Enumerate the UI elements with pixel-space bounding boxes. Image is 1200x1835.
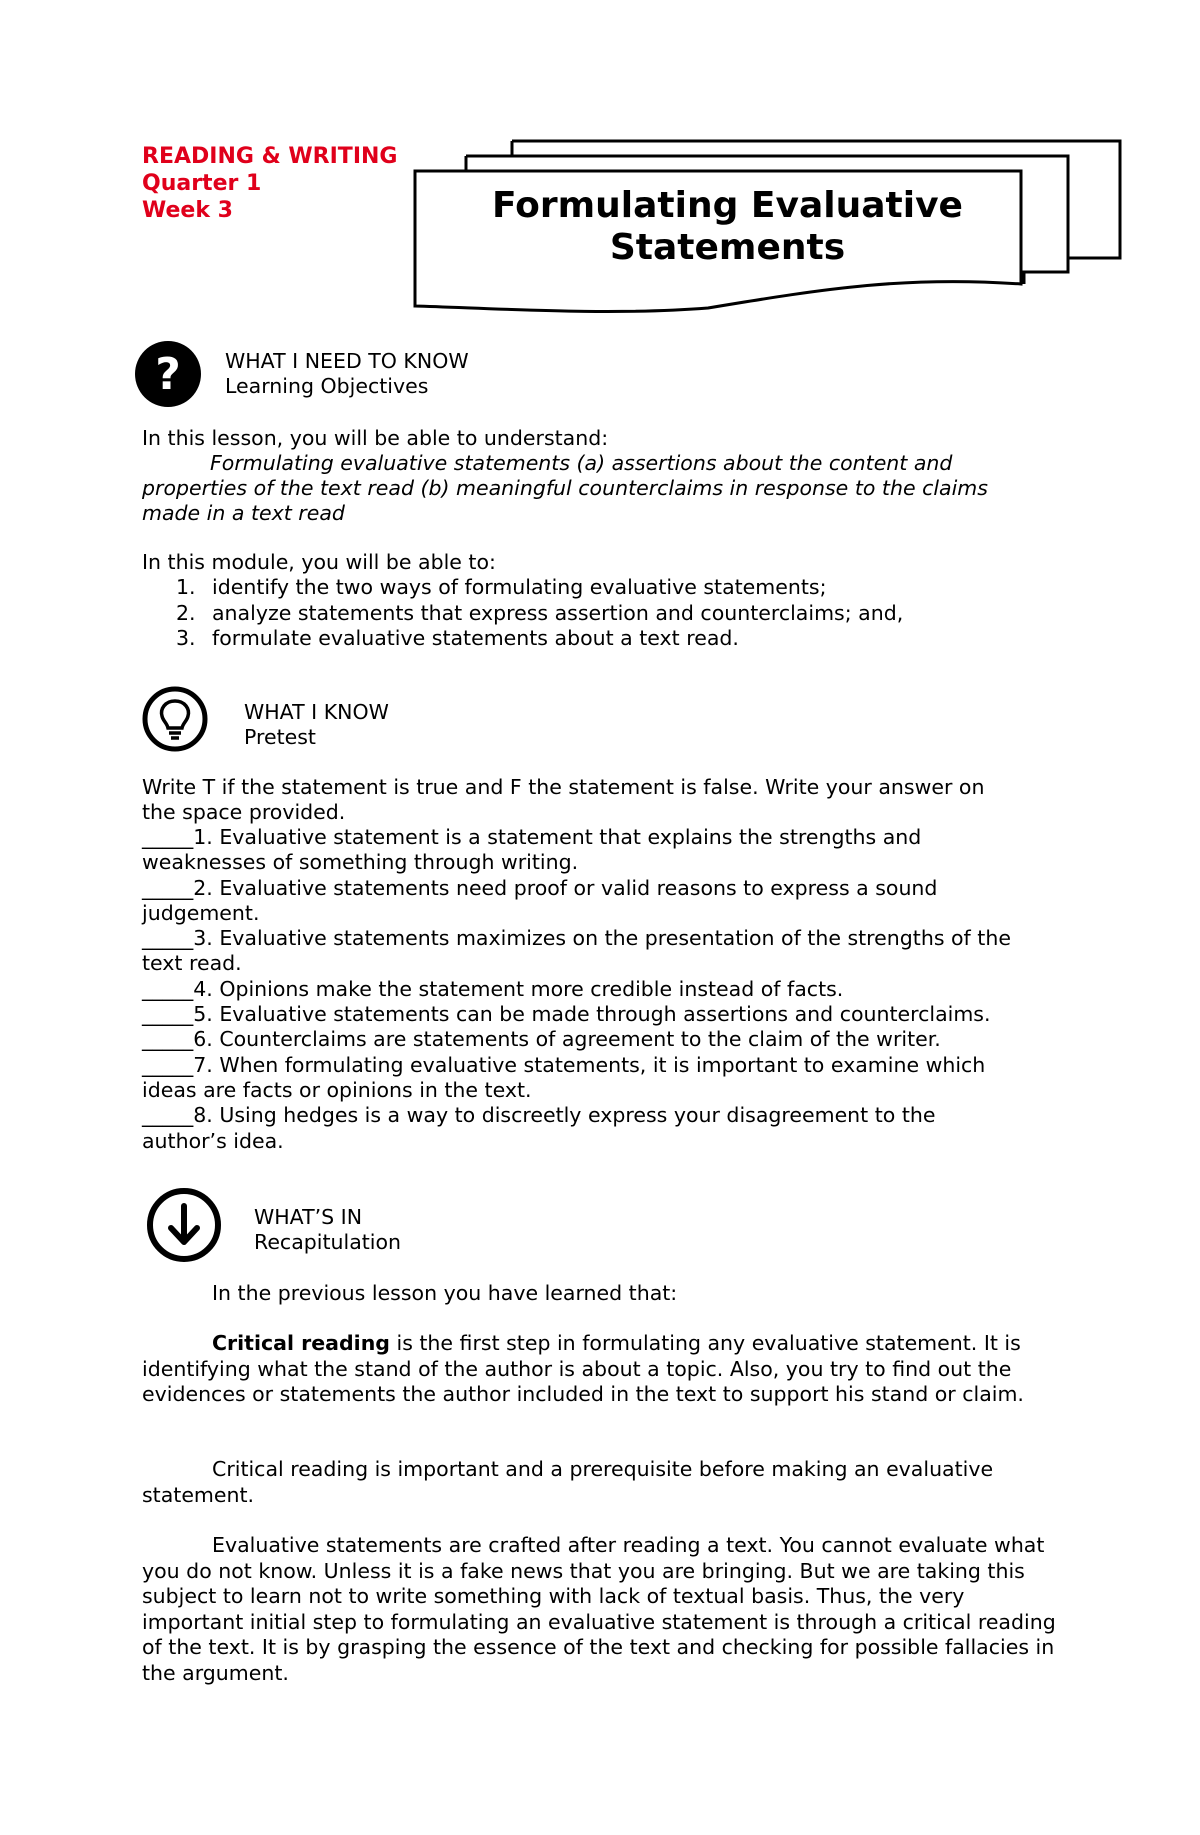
section-in-heading (254, 1205, 401, 1255)
list-item: 3. formulate evaluative statements about a text read. (176, 626, 739, 650)
question-line: _____7. When formulating evaluative statements, it is important to examine which (142, 1052, 986, 1077)
list-item: 2. analyze statements that express assertion and counterclaims; and, (176, 600, 904, 625)
understand-line-3: made in a text read (142, 501, 345, 525)
section-pretest-subtitle: Pretest (244, 725, 316, 749)
list-item: 1. identify the two ways of formulating evaluative statements; (176, 575, 827, 599)
page-title (415, 185, 1040, 269)
question-mark-icon (134, 340, 202, 408)
recap-paragraph-1: Critical reading is the first step in formulating any evaluative statement. It is identifying what the stand of the author is about a topic. Also, you try to find out the evidences or statements the author included in the text to support his stand or claim. (142, 1331, 1024, 1406)
understand-line-1: Formulating evaluative statements (a) assertions about the content and (210, 451, 953, 475)
question-line: weaknesses of something through writing. (142, 850, 579, 875)
question-line: _____8. Using hedges is a way to discreetly express your disagreement to the (142, 1103, 936, 1128)
objectives-list (142, 575, 903, 652)
question-line: _____3. Evaluative statements maximizes on the presentation of the strengths of the (142, 926, 1011, 951)
question-line: author’s idea. (142, 1128, 284, 1153)
question-line: _____4. Opinions make the statement more credible instead of facts. (142, 976, 844, 1001)
section-pretest-heading (244, 700, 389, 750)
week-label: Week 3 (142, 198, 233, 223)
svg-text:?: ? (155, 349, 181, 400)
question-line: _____6. Counterclaims are statements of agreement to the claim of the writer. (142, 1027, 941, 1052)
pretest-instructions-2: the space provided. (142, 800, 346, 824)
page-title-line-2: Statements (609, 227, 846, 268)
section-in-subtitle: Recapitulation (254, 1230, 402, 1254)
quarter-label: Quarter 1 (142, 171, 262, 196)
section-pretest-title: WHAT I KNOW (244, 700, 389, 724)
subject-label: READING & WRITING (142, 144, 398, 169)
arrow-down-circle-icon (145, 1186, 223, 1264)
page-title-line-1: Formulating Evaluative (492, 185, 963, 226)
question-line: text read. (142, 951, 242, 976)
section-in-title: WHAT’S IN (254, 1205, 363, 1229)
question-line: _____1. Evaluative statement is a statement that explains the strengths and (142, 825, 922, 849)
understand-line-2: properties of the text read (b) meaningful counterclaims in response to the claims (142, 476, 988, 500)
question-line: _____2. Evaluative statements need proof or valid reasons to express a sound (142, 875, 938, 900)
pretest-questions (142, 825, 1011, 1154)
question-line: ideas are facts or opinions in the text. (142, 1077, 532, 1102)
lightbulb-icon (141, 685, 209, 753)
section-know-title: WHAT I NEED TO KNOW (225, 349, 469, 373)
question-line: _____5. Evaluative statements can be made through assertions and counterclaims. (142, 1002, 991, 1027)
pretest-instructions-1: Write T if the statement is true and F the statement is false. Write your answer on (142, 775, 985, 799)
module-intro: In this module, you will be able to: (142, 550, 496, 574)
understand-intro: In this lesson, you will be able to understand: (142, 426, 609, 450)
section-know-subtitle: Learning Objectives (225, 374, 429, 398)
recap-intro: In the previous lesson you have learned that: (212, 1281, 678, 1305)
question-line: judgement. (142, 900, 260, 925)
recap-paragraph-2: Critical reading is important and a prerequisite before making an evaluative statement. (142, 1457, 994, 1507)
recap-paragraph-3: Evaluative statements are crafted after reading a text. You cannot evaluate what you do not know. Unless it is a fake news that you are bringing. But we are taking this subject to learn not to write something with lack of textual basis. Thus, the very important initial step to formulating an evaluative statement is through a critical reading of the text. It is by grasping the essence of the text and checking for possible fallacies in the argument. (142, 1533, 1056, 1685)
section-know-heading (225, 349, 469, 399)
